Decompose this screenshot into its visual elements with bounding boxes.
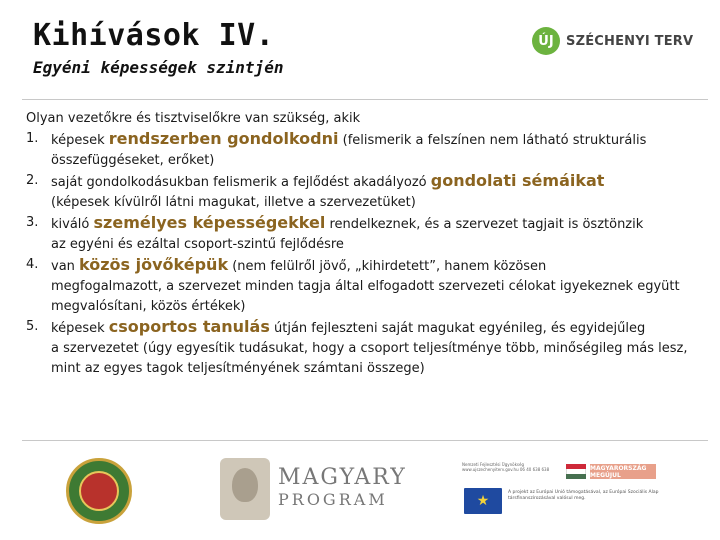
- item-number: 1.: [26, 131, 39, 146]
- item-text: [51, 171, 698, 213]
- item-highlight: gondolati sémáikat: [430, 171, 605, 190]
- magyarorszag-megujul-badge: MAGYARORSZÁG MEGÚJUL: [590, 464, 656, 479]
- magyary-program-logo: [220, 458, 407, 520]
- item-post: (nem felülről jövő, „kihirdetett”, hanem közösen: [228, 259, 547, 274]
- eu-funding-text: A projekt az Európai Unió támogatásával, az Európai Szociális Alap társfinanszírozásával valósul meg.: [508, 490, 659, 501]
- szechenyi-logo: [532, 27, 693, 55]
- item-pre: képesek: [51, 133, 109, 148]
- item-highlight: személyes képességekkel: [93, 213, 326, 232]
- hungarian-flag-icon: [566, 464, 586, 479]
- list-item: [26, 213, 698, 255]
- item-text: [51, 255, 698, 317]
- item-pre: kiváló: [51, 217, 94, 232]
- funding-info-box: [462, 460, 692, 522]
- item-number: 3.: [26, 215, 39, 230]
- magyary-portrait-icon: [220, 458, 270, 520]
- list-item: [26, 171, 698, 213]
- item-pre: van: [51, 259, 80, 274]
- magyary-logo-text: [278, 467, 407, 511]
- magyary-line1: MAGYARY: [278, 465, 407, 490]
- item-text: [51, 213, 698, 255]
- item-highlight: közös jövőképük: [79, 255, 229, 274]
- item-number: 5.: [26, 319, 39, 334]
- eu-flag-icon: ★: [464, 488, 502, 514]
- list-item: [26, 129, 698, 171]
- slide-subtitle: Egyéni képességek szintjén: [33, 58, 284, 77]
- seal-emblem-icon: [66, 458, 132, 524]
- list-item: [26, 255, 698, 317]
- item-post: (felismerik a felszínen nem látható strukturális: [338, 133, 647, 148]
- item-continuation: az egyéni és ezáltal csoport-szintű fejlődésre: [51, 237, 344, 252]
- seal-center: [79, 471, 119, 511]
- magyary-line2: PROGRAM: [278, 490, 388, 509]
- slide-body: [26, 109, 698, 379]
- bottom-divider: [22, 440, 708, 441]
- item-number: 4.: [26, 257, 39, 272]
- item-continuation: (képesek kívülről látni magukat, illetve a szervezetüket): [51, 195, 416, 210]
- item-number: 2.: [26, 173, 39, 188]
- item-pre: saját gondolkodásukban felismerik a fejlődést akadályozó: [51, 175, 431, 190]
- szechenyi-logo-text: SZÉCHENYI TERV: [566, 33, 694, 49]
- item-continuation: megfogalmazott, a szervezet minden tagja által elfogadott szervezeti célokat igyekeznek együtt megvalósítani, közös értékek): [51, 279, 680, 314]
- item-continuation: összefüggéseket, erőket): [51, 153, 215, 168]
- szechenyi-logo-icon: ÚJ: [532, 27, 560, 55]
- top-divider: [22, 99, 708, 100]
- item-continuation: a szervezetet (úgy egyesítik tudásukat, hogy a csoport teljesítménye több, minőségileg más lesz, mint az egyes tagok teljesítményének számtani összege): [51, 341, 688, 376]
- item-text: [51, 129, 698, 171]
- item-highlight: rendszerben gondolkodni: [108, 129, 339, 148]
- slide-title: Kihívások IV.: [33, 18, 275, 53]
- item-post: útján fejleszteni saját magukat egyénileg, és egyidejűleg: [269, 321, 646, 336]
- nfu-contact-text: Nemzeti Fejlesztési Ügynökség www.ujszechenyiterv.gov.hu 06 40 638 638: [462, 462, 550, 472]
- intro-text: Olyan vezetőkre és tisztviselőkre van szükség, akik: [26, 111, 361, 126]
- item-pre: képesek: [51, 321, 109, 336]
- item-highlight: csoportos tanulás: [108, 317, 270, 336]
- list-item: [26, 317, 698, 379]
- item-text: [51, 317, 698, 379]
- item-post: rendelkeznek, és a szervezet tagjait is ösztönzik: [325, 217, 644, 232]
